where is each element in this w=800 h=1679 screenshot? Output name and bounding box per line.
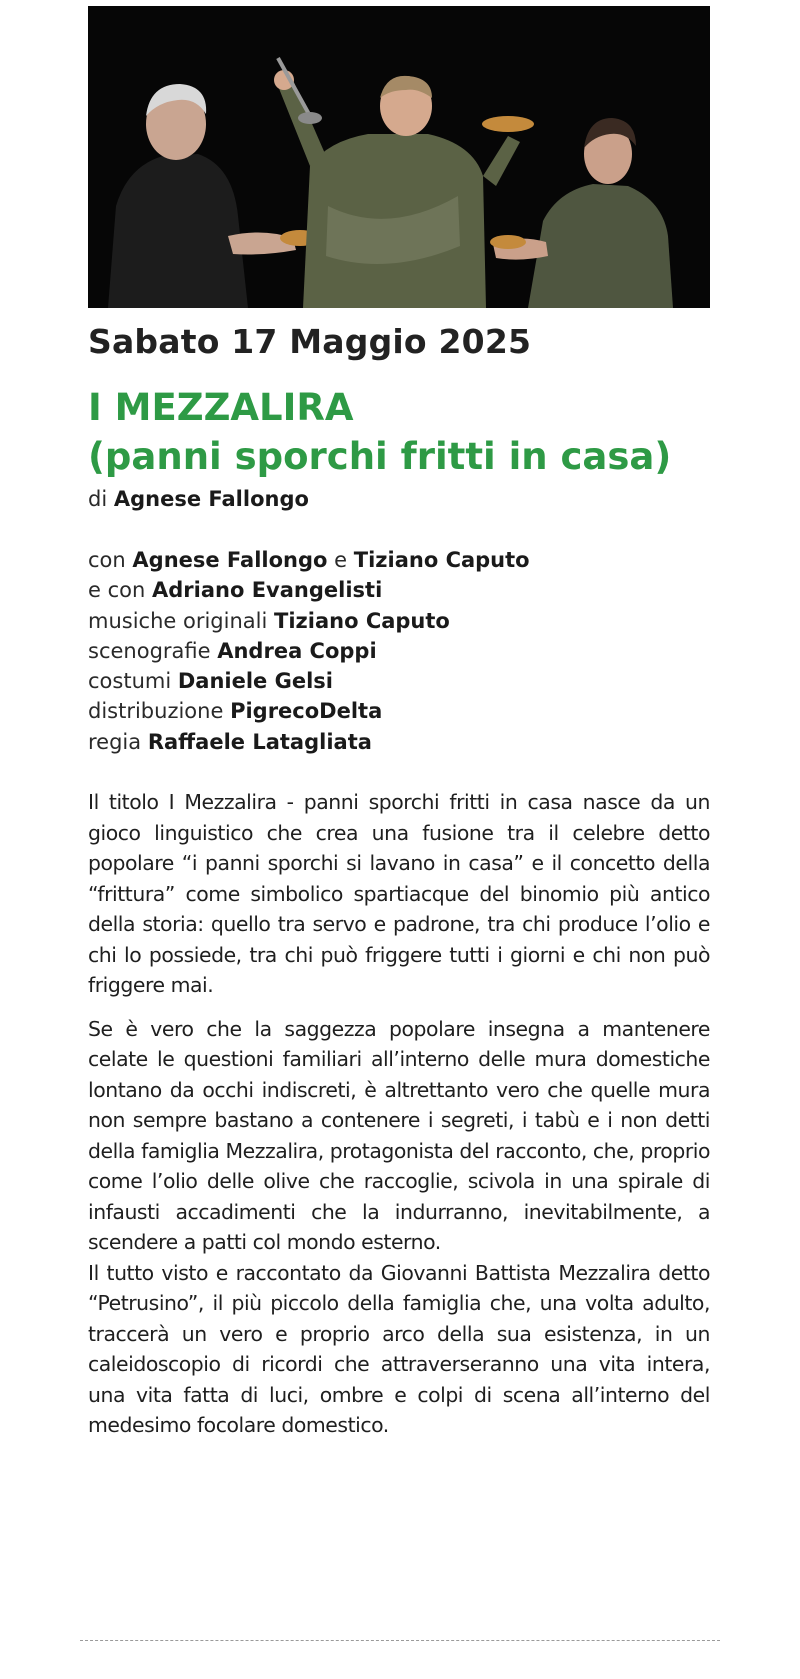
credit-row (88, 727, 530, 757)
event-description (88, 787, 710, 1441)
credit-row (88, 636, 530, 666)
description-paragraph-3: Il tutto visto e raccontato da Giovanni Battista Mezzalira detto “Petrusino”, il più piccolo della famiglia che, una volta adulto, traccerà un vero e proprio arco della sua esistenza, in un caleidoscopio di ricordi che attraverseranno una vita intera, una vita fatta di luci, ombre e colpi di scena all’interno del medesimo focolare domestico. (88, 1260, 710, 1437)
credit-name: Daniele Gelsi (177, 669, 333, 694)
event-date: Sabato 17 Maggio 2025 (88, 322, 532, 361)
credit-name: Raffaele Latagliata (147, 729, 372, 754)
credit-role: musiche originali (88, 608, 268, 633)
stage-photo (88, 6, 710, 308)
credit-role: con (88, 548, 126, 572)
credit-row (88, 666, 530, 696)
author-prefix: di (88, 487, 108, 511)
description-paragraph-2: Se è vero che la saggezza popolare insegna a mantenere celate le questioni familiari all’interno delle mura domestiche lontano da occhi indiscreti, è altrettanto vero che quelle mura non sempre bastano a contenere i segreti, i tabù e i non detti della famiglia Mezzalira, protagonista del racconto, che, proprio come l’olio delle olive che raccoglie, scivola in una spirale di infausti accadimenti che la indurranno, inevitabilmente, a scendere a patti col mondo esterno. (88, 1016, 710, 1254)
title-line-2: (panni sporchi fritti in casa) (88, 435, 672, 478)
credit-name: Tiziano Caputo (274, 608, 450, 633)
credit-row (88, 545, 530, 575)
author-line (88, 485, 309, 513)
credit-name-2: Tiziano Caputo (353, 548, 530, 572)
credit-role: scenografie (88, 638, 211, 663)
credit-role: e con (88, 578, 146, 603)
credit-name: PigrecoDelta (230, 699, 383, 724)
event-title (88, 383, 671, 481)
dashed-divider (80, 1640, 720, 1641)
credit-role: regia (88, 729, 142, 754)
credit-name: Adriano Evangelisti (152, 578, 383, 603)
credit-role: costumi (88, 669, 172, 694)
credit-name: Agnese Fallongo (132, 548, 328, 572)
credit-role: distribuzione (88, 699, 224, 724)
description-paragraph-1: Il titolo I Mezzalira - panni sporchi fritti in casa nasce da un gioco linguistico che crea una fusione tra il celebre detto popolare “i panni sporchi si lavano in casa” e il concetto della “frittura” come simbolico spartiacque del binomio più antico della storia: quello tra servo e padrone, tra chi produce l’olio e chi lo possiede, tra chi può friggere tutti i giorni e chi non può friggere mai. (88, 790, 710, 997)
credit-name: Andrea Coppi (217, 638, 377, 663)
credit-row (88, 575, 530, 605)
credit-row (88, 696, 530, 726)
title-line-1: I MEZZALIRA (88, 386, 354, 429)
stage-photo-illustration (88, 6, 710, 308)
credit-row (88, 606, 530, 636)
credit-joiner: e (334, 548, 348, 572)
credits-list (88, 545, 530, 757)
author-name: Agnese Fallongo (113, 487, 309, 511)
